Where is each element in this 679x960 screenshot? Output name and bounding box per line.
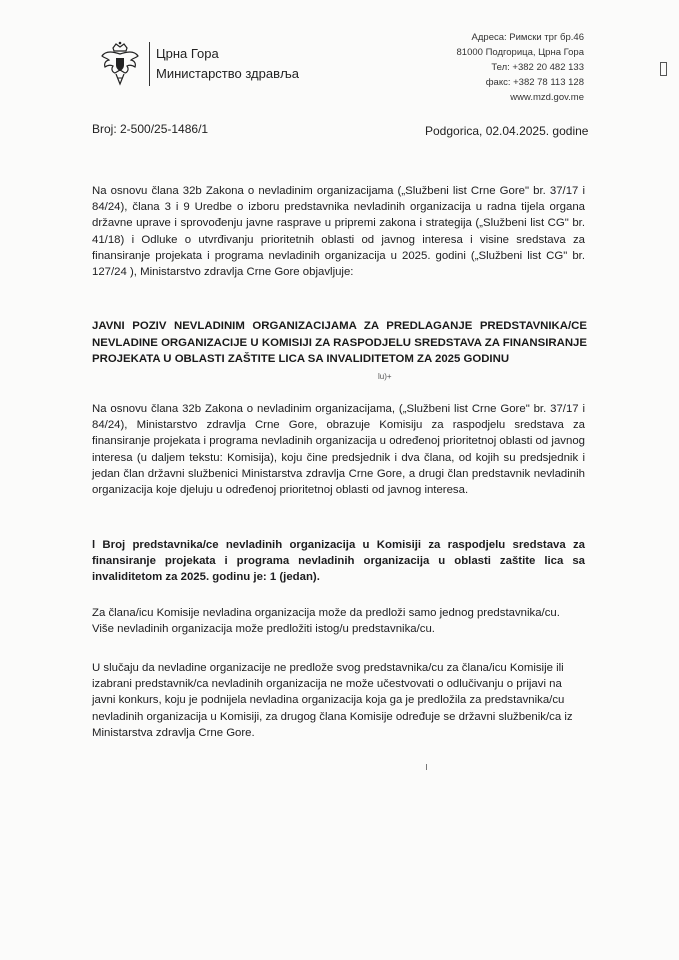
handwritten-mark: lu)+ [378, 372, 392, 381]
fax-line: факс: +382 78 113 128 [485, 77, 584, 88]
ministry-name: Министарство здравља [156, 66, 299, 81]
address-line: 81000 Подгорица, Црна Гора [456, 47, 584, 58]
commission-paragraph: Na osnovu člana 32b Zakona o nevladinim organizacijama, („Službeni list Crne Gore" br. 37/17 i 84/24), Ministarstvo zdravlja Crne Gore, obrazuje Komisiju za raspodjelu sredstava za finansiranje projekata i programa nevladinih organizacija u određenoj prioritetnoj oblasti od javnog interesa (u daljem tekstu: Komisija), koju čine predsjednik i dva člana, od kojih su predsjednik i jedan član državni službenici Ministarstva zdravlja Crne Gore, a drugi član predstavnik nevladinih organizacija koje djeluju u određenoj prioritetnoj oblasti od javnog interesa. [92, 403, 585, 497]
website-line: www.mzd.gov.me [510, 92, 584, 103]
country-name: Црна Гора [156, 46, 219, 61]
member-proposal-paragraph: Za člana/icu Komisije nevladina organizacija može da predloži samo jednog predstavnika/cu. Više nevladinih organizacija može predložiti istog/u predstavnika/cu. [92, 607, 560, 636]
fallback-paragraph: U slučaju da nevladine organizacije ne predlože svog predstavnika/cu za člana/icu Komisije ili izabrani predstavnik/ca nevladinih organizacija ne može učestvovati o odlučivanju o prijavi na javni konkurs, koju je podnijela nevladina organizacija koja ga je predložila za predstavnika/cu nevladinih organizacija u Komisiji, za drugog člana Komisije određuje se državni službenik/ca iz Ministarstva zdravlja Crne Gore. [92, 662, 573, 739]
intro-paragraph: Na osnovu člana 32b Zakona o nevladinim organizacijama („Službeni list Crne Gore" br. 37/17 i 84/24), člana 3 i 9 Uredbe o izboru predstavnika nevladinih organizacija u radna tijela organa državne uprave i sprovođenju javne rasprave u pripremi zakona i strategija („Službeni list CG" br. 41/18) i Odluke o utvrđivanju prioritetnih oblasti od javnog interesa i visine sredstava za finansiranje projekata i programa nevladinih organizacija u 2025. godini („Službeni list CG" br. 127/24 ), Ministarstvo zdravlja Crne Gore objavljuje: [92, 185, 585, 279]
contact-address [457, 30, 584, 105]
address-line: Адреса: Римски трг бр.46 [471, 32, 584, 43]
phone-line: Тел: +382 20 482 133 [491, 62, 584, 73]
scan-dot-mark [426, 764, 427, 770]
header-divider [149, 42, 150, 86]
issuer-block [156, 44, 299, 84]
edge-scan-mark [660, 62, 667, 76]
representatives-count-paragraph: l Broj predstavnika/ce nevladinih organizacija u Komisiji za raspodjelu sredstava za finansiranje projekata i programa nevladinih organizacija u oblasti zaštite lica sa invaliditetom za 2025. godinu je: 1 (jedan). [92, 539, 585, 584]
document-date: Podgorica, 02.04.2025. godine [425, 124, 589, 138]
call-heading: JAVNI POZIV NEVLADINIM ORGANIZACIJAMA ZA PREDLAGANJE PREDSTAVNIKA/CE NEVLADINE ORGANIZACIJE U KOMISIJI ZA RASPODJELU SREDSTAVA ZA FINANSIRANJE PROJEKATA U OBLASTI ZAŠTITE LICA SA INVALIDITETOM ZA 2025 GODINU [92, 320, 587, 365]
coat-of-arms-logo [96, 40, 144, 88]
document-number: Broj: 2-500/25-1486/1 [92, 122, 209, 136]
